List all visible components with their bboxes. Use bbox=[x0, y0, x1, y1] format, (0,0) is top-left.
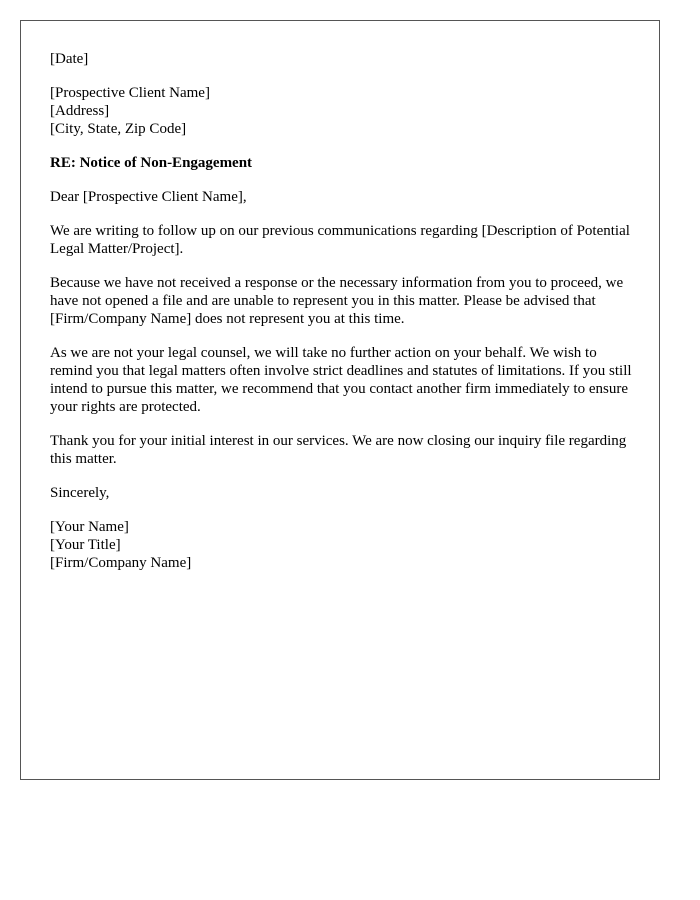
letter-closing: Sincerely, bbox=[50, 485, 110, 501]
letter-paragraph-3: As we are not your legal counsel, we will take no further action on your behalf. We wish to remind you that legal matters often involve strict deadlines and statutes of limitations. If you still intend to pursue this matter, we recommend that you contact another firm immediately to ensure your rights are protected. bbox=[50, 345, 632, 415]
letter-body bbox=[50, 50, 640, 588]
letter-salutation: Dear [Prospective Client Name], bbox=[50, 189, 247, 205]
letter-paragraph-1: We are writing to follow up on our previous communications regarding [Description of Potential Legal Matter/Project]. bbox=[50, 223, 630, 257]
signature-block bbox=[50, 518, 640, 572]
letter-date: [Date] bbox=[50, 51, 89, 67]
recipient-block bbox=[50, 84, 640, 138]
recipient-name: [Prospective Client Name] bbox=[50, 85, 210, 101]
signature-name: [Your Name] bbox=[50, 519, 129, 535]
letter-paragraph-2: Because we have not received a response or the necessary information from you to proceed, we have not opened a file and are unable to represent you in this matter. Please be advised that [Firm/Company Name] does not represent you at this time. bbox=[50, 275, 624, 327]
letter-subject: RE: Notice of Non-Engagement bbox=[50, 155, 253, 171]
recipient-address: [Address] bbox=[50, 103, 110, 119]
recipient-city-state-zip: [City, State, Zip Code] bbox=[50, 121, 187, 137]
signature-title: [Your Title] bbox=[50, 537, 121, 553]
letter-paragraph-4: Thank you for your initial interest in our services. We are now closing our inquiry file regarding this matter. bbox=[50, 433, 627, 467]
letter-page bbox=[20, 20, 660, 780]
signature-firm: [Firm/Company Name] bbox=[50, 555, 192, 571]
